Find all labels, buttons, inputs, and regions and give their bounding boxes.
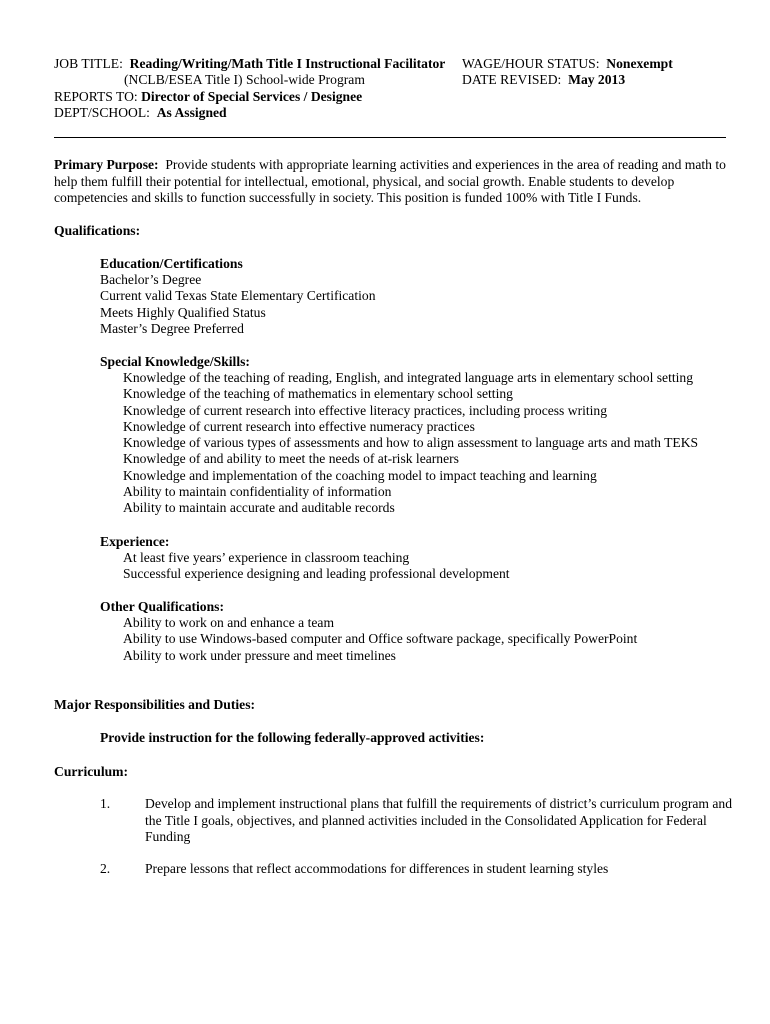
education-list [100,272,376,337]
list-item: Knowledge of current research into effective numeracy practices [123,418,475,434]
other-qualifications-heading: Other Qualifications: [100,599,224,614]
other-qualifications-list [123,615,637,664]
date-value: May 2013 [568,72,626,87]
wage-line [462,56,673,73]
list-item: Knowledge and implementation of the coaching model to impact teaching and learning [123,467,597,483]
date-label: DATE REVISED: [462,72,562,87]
job-title-line [54,56,445,73]
primary-purpose [54,157,726,207]
responsibilities-subheading: Provide instruction for the following federally-approved activities: [100,730,485,745]
reports-to-line [54,89,362,106]
special-skills-heading: Special Knowledge/Skills: [100,354,250,369]
list-item: Knowledge of and ability to meet the needs of at-risk learners [123,451,459,467]
list-item: Ability to maintain accurate and auditable records [123,500,395,516]
education-heading: Education/Certifications [100,256,243,271]
curriculum-item-text: Develop and implement instructional plans that fulfill the requirements of district’s curriculum program and the Title I goals, objectives, and planned activities included in the Consolidated Application for Federal Funding [145,796,733,844]
list-item: Meets Highly Qualified Status [100,304,266,320]
list-item: Knowledge of the teaching of reading, English, and integrated language arts in elementary school setting [123,370,694,385]
dept-label: DEPT/SCHOOL: [54,105,150,120]
job-title-value: Reading/Writing/Math Title I Instructional Facilitator [129,56,446,71]
special-skills-list [123,370,698,517]
curriculum-item-text: Prepare lessons that reflect accommodations for differences in student learning styles [145,861,609,876]
experience-heading: Experience: [100,534,170,549]
list-item: Successful experience designing and leading professional development [123,566,510,582]
reports-to-label: REPORTS TO: [54,89,138,104]
list-item: Ability to maintain confidentiality of information [123,484,392,500]
reports-to-value: Director of Special Services / Designee [141,89,363,104]
list-item: Knowledge of various types of assessments and how to align assessment to language arts and math TEKS [123,435,699,451]
job-title-sub: (NCLB/ESEA Title I) School-wide Program [124,72,365,87]
qualifications-heading: Qualifications: [54,223,141,238]
curriculum-heading: Curriculum: [54,764,129,779]
job-title-label: JOB TITLE: [54,56,123,71]
responsibilities-heading: Major Responsibilities and Duties: [54,697,256,712]
primary-purpose-text: Provide students with appropriate learning activities and experiences in the area of reading and math to help them fulfill their potential for intellectual, emotional, physical, and social growth. Enable students to develop competencies and skills to function successfully in society. This position is funded 100% with Title I Funds. [54,157,726,205]
dept-value: As Assigned [156,105,227,120]
list-item: Knowledge of current research into effective literacy practices, including process writing [123,402,608,418]
header-divider [54,137,726,138]
list-item: Ability to work on and enhance a team [123,615,335,630]
wage-label: WAGE/HOUR STATUS: [462,56,600,71]
date-line [462,72,625,89]
curriculum-item-number: 1. [100,796,111,811]
list-item: Ability to use Windows-based computer and Office software package, specifically PowerPoint [123,631,638,647]
primary-purpose-label: Primary Purpose: [54,157,159,172]
list-item: Bachelor’s Degree [100,272,202,287]
list-item: Master’s Degree Preferred [100,320,244,336]
list-item: At least five years’ experience in classroom teaching [123,550,410,565]
curriculum-item-number: 2. [100,861,111,876]
list-item: Knowledge of the teaching of mathematics in elementary school setting [123,386,513,402]
list-item: Current valid Texas State Elementary Certification [100,288,376,304]
list-item: Ability to work under pressure and meet timelines [123,647,396,663]
experience-list [123,550,510,583]
wage-value: Nonexempt [606,56,673,71]
dept-line [54,105,227,122]
